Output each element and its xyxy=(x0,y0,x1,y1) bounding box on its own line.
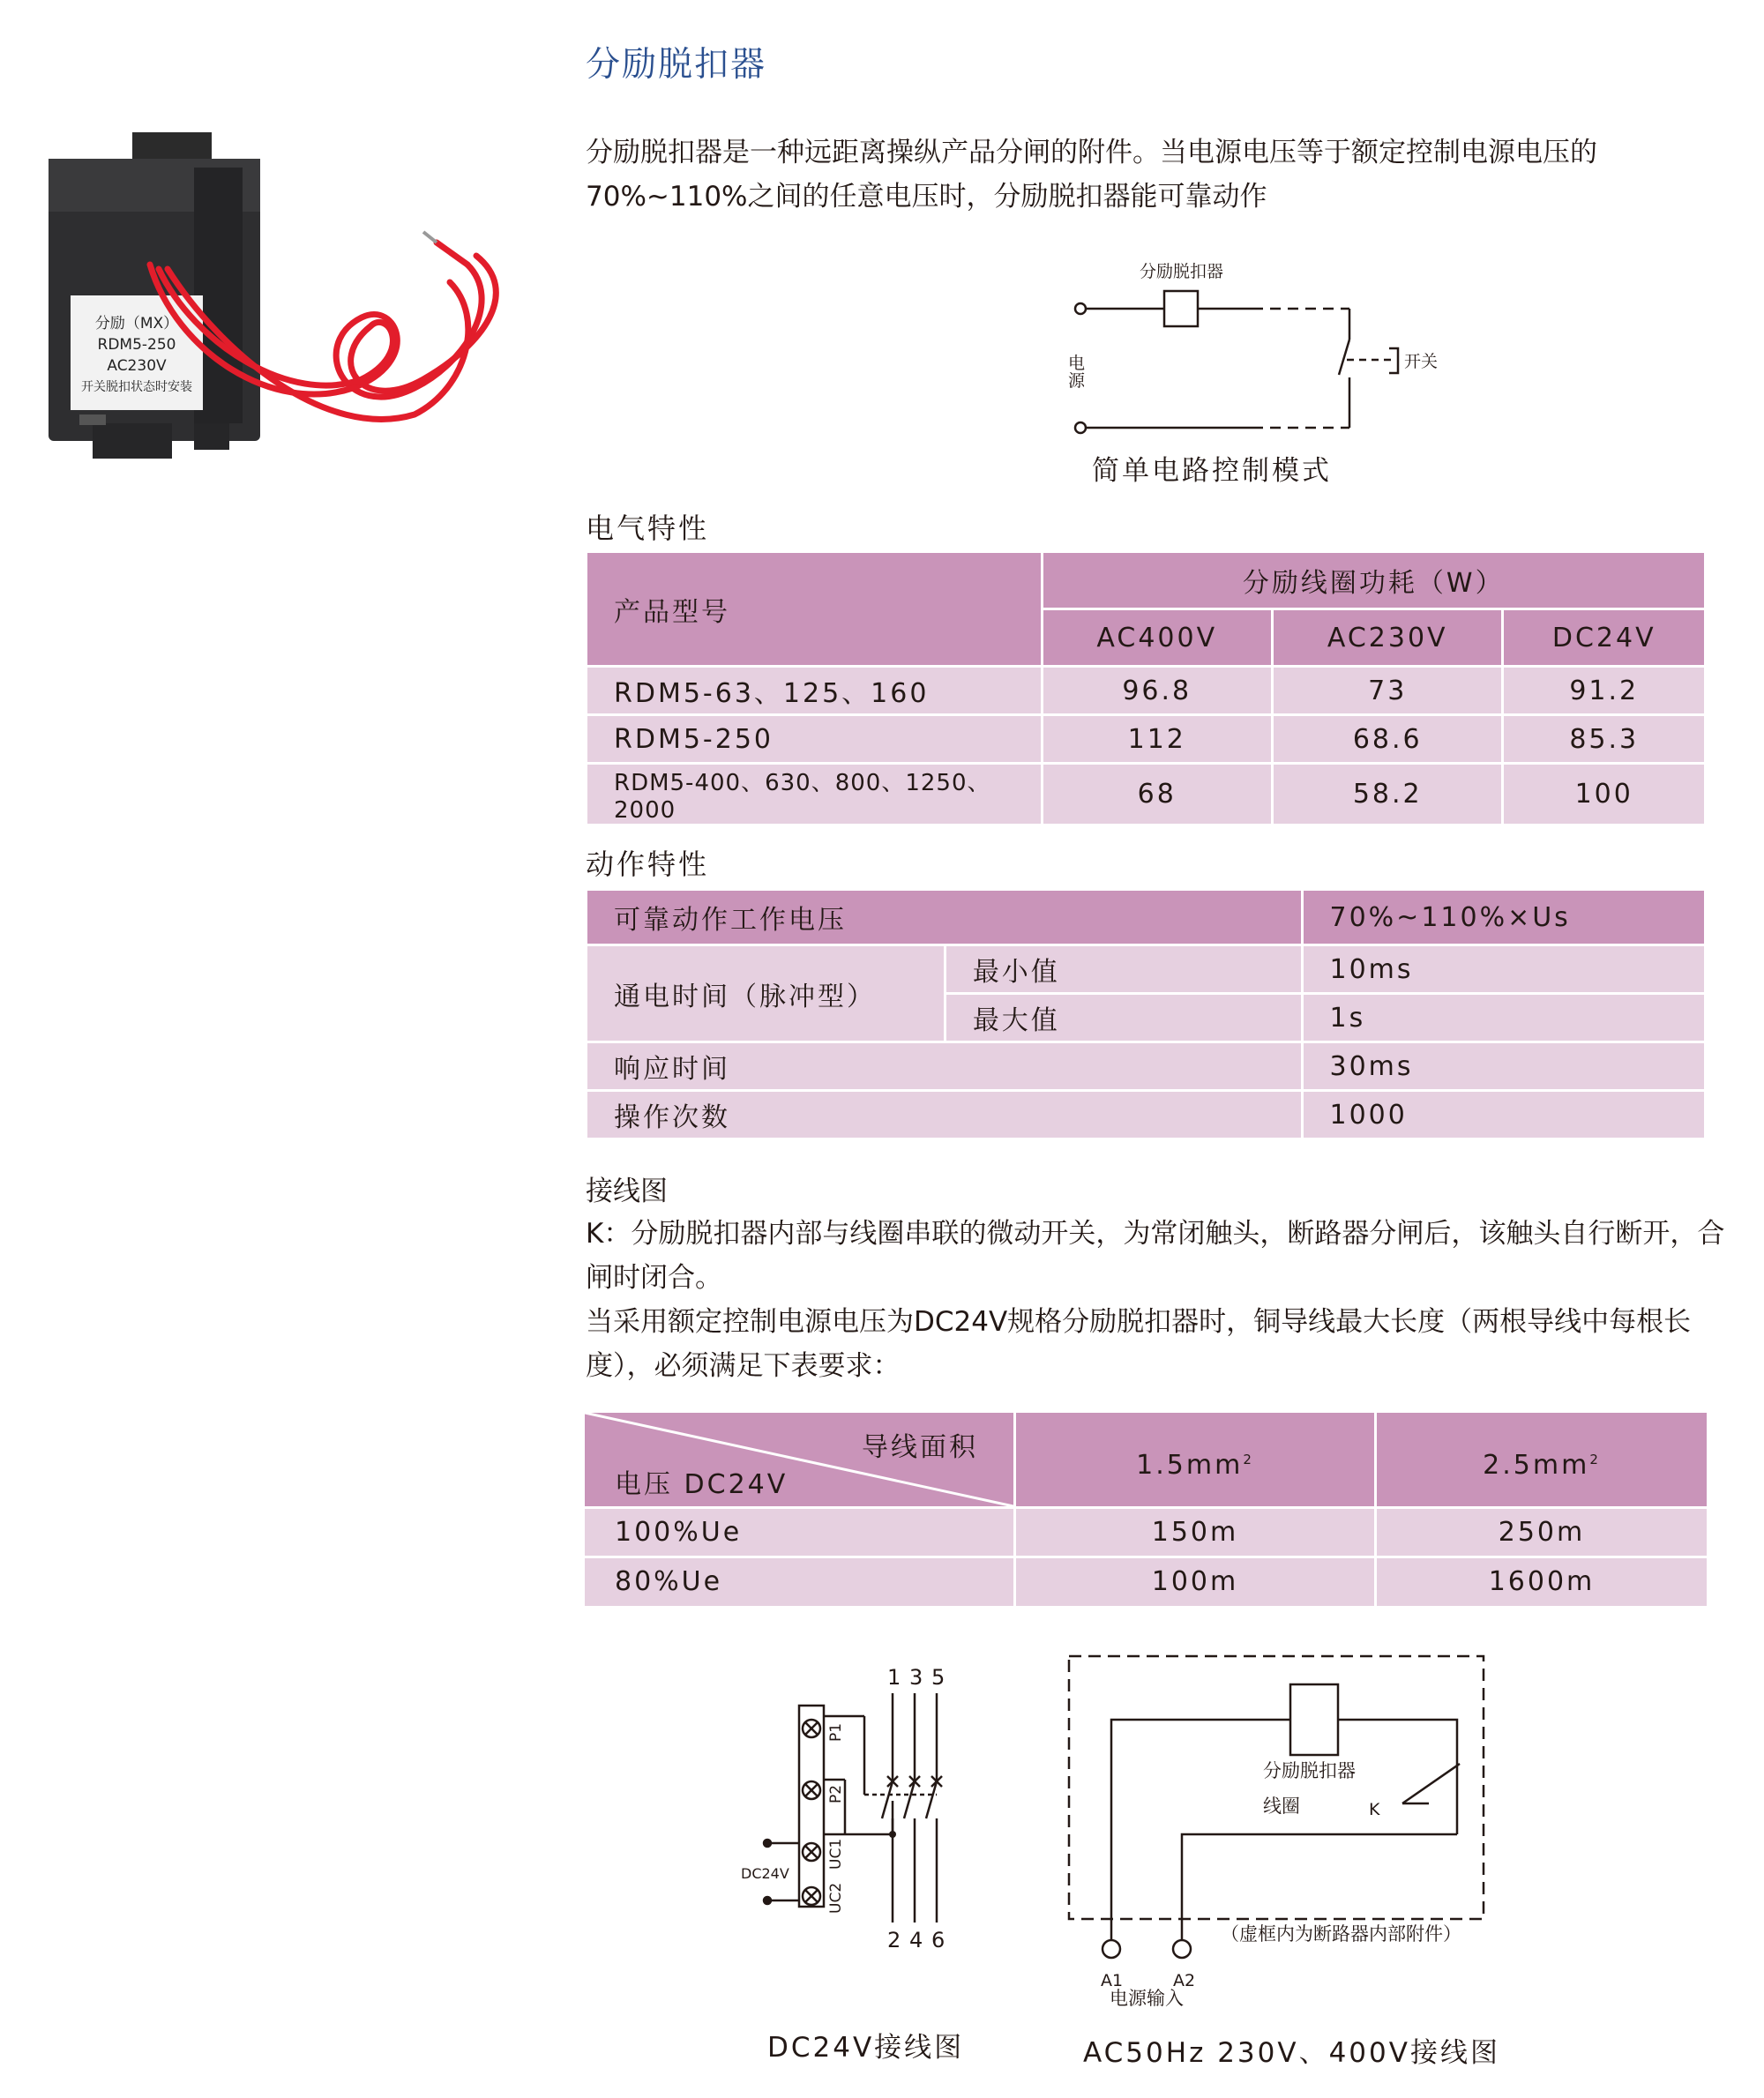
value-cell: 68 xyxy=(1042,764,1272,825)
model-header: 产品型号 xyxy=(587,552,1043,667)
wiring-note-k: K：分励脱扣器内部与线圈串联的微动开关，为常闭触头，断路器分闸后，该触头自行断开，合闸时闭合。 xyxy=(586,1218,1725,1294)
terminal-label: P2 xyxy=(827,1784,845,1803)
value-cell: 73 xyxy=(1272,667,1502,715)
dc-supply-label: DC24V xyxy=(741,1865,789,1882)
response-value: 30ms xyxy=(1302,1042,1706,1091)
value-cell: 112 xyxy=(1042,715,1272,764)
terminal-screws xyxy=(803,1720,820,1905)
bottom-number: 6 xyxy=(931,1928,946,1952)
bottom-number: 2 xyxy=(887,1928,901,1952)
table-row xyxy=(587,667,1706,715)
col-2-5-value: 2.5mm xyxy=(1483,1450,1590,1481)
col-ac230: AC230V xyxy=(1272,609,1502,667)
ac-coil-label2: 线圈 xyxy=(1263,1796,1300,1817)
wire-row-value: 1600m xyxy=(1377,1558,1707,1606)
wiring-note-dc: 当采用额定控制电源电压为DC24V规格分励脱扣器时，铜导线最大长度（两根导线中每根长度），必须满足下表要求： xyxy=(586,1306,1692,1382)
value-cell: 96.8 xyxy=(1042,667,1272,715)
model-cell: RDM5-400、630、800、1250、2000 xyxy=(587,764,1043,825)
bottom-number: 4 xyxy=(909,1928,923,1952)
value-cell: 85.3 xyxy=(1503,715,1706,764)
wire-row-label: 100%Ue xyxy=(585,1509,1013,1556)
reliable-label: 可靠动作工作电压 xyxy=(587,890,1303,945)
wiring-heading: 接线图 xyxy=(586,1176,668,1207)
reliable-value: 70%~110%×Us xyxy=(1302,890,1706,945)
action-table xyxy=(585,888,1707,1140)
ac-input-label: 电源输入 xyxy=(1110,1988,1184,2009)
col-1-5-header xyxy=(1016,1413,1374,1506)
top-number: 5 xyxy=(931,1665,946,1690)
value-cell: 91.2 xyxy=(1503,667,1706,715)
terminal-label: UC1 xyxy=(827,1838,845,1870)
electrical-table xyxy=(585,550,1707,826)
action-heading: 动作特性 xyxy=(586,847,710,881)
corner-bottom-label: 电压 DC24V xyxy=(615,1469,789,1500)
ac-k-label: K xyxy=(1369,1800,1380,1819)
value-cell: 68.6 xyxy=(1272,715,1502,764)
max-label: 最大值 xyxy=(945,994,1302,1042)
top-number: 3 xyxy=(909,1665,923,1690)
circuit-coil-label: 分励脱扣器 xyxy=(1140,262,1224,281)
page-title: 分励脱扣器 xyxy=(586,45,767,85)
circuit-power-label: 电源 xyxy=(1068,354,1086,391)
col-1-5-sup: 2 xyxy=(1243,1452,1254,1467)
circuit-switch-label: 开关 xyxy=(1404,352,1439,371)
energize-label: 通电时间（脉冲型） xyxy=(587,945,946,1042)
response-label: 响应时间 xyxy=(587,1042,1303,1091)
ac-wiring-diagram xyxy=(1058,1649,1517,2002)
electrical-heading: 电气特性 xyxy=(586,511,710,545)
power-header: 分励线圈功耗（W） xyxy=(1042,552,1705,609)
wire-row-label: 80%Ue xyxy=(585,1558,1013,1606)
wire-corner-cell xyxy=(585,1413,1013,1506)
value-cell: 100 xyxy=(1503,764,1706,825)
col-2-5-header xyxy=(1377,1413,1707,1506)
wire-row-value: 250m xyxy=(1377,1509,1707,1556)
max-value: 1s xyxy=(1302,994,1706,1042)
ac-frame-note: （虚框内为断路器内部附件） xyxy=(1221,1923,1461,1945)
product-label-line4: 开关脱扣状态时安装 xyxy=(81,380,192,394)
ac-diagram-caption: AC50Hz 230V、400V接线图 xyxy=(1083,2037,1500,2069)
wire-row-value: 100m xyxy=(1016,1558,1374,1606)
col-ac400: AC400V xyxy=(1042,609,1272,667)
model-cell: RDM5-63、125、160 xyxy=(587,667,1043,715)
model-cell: RDM5-250 xyxy=(587,715,1043,764)
simple-circuit-diagram xyxy=(1041,247,1499,441)
col-2-5-sup: 2 xyxy=(1589,1452,1601,1467)
wire-row-value: 150m xyxy=(1016,1509,1374,1556)
top-number: 1 xyxy=(887,1665,901,1690)
col-1-5-value: 1.5mm xyxy=(1136,1450,1244,1481)
circuit-caption: 简单电路控制模式 xyxy=(1092,455,1332,487)
corner-top-label: 导线面积 xyxy=(862,1432,978,1463)
min-label: 最小值 xyxy=(945,945,1302,994)
intro-paragraph: 分励脱扣器是一种远距离操纵产品分闸的附件。当电源电压等于额定控制电源电压的70%~110%之间的任意电压时，分励脱扣器能可靠动作 xyxy=(586,137,1597,213)
ac-a1-label: A1 xyxy=(1101,1971,1124,1990)
value-cell: 58.2 xyxy=(1272,764,1502,825)
ac-coil-label: 分励脱扣器 xyxy=(1263,1760,1356,1781)
terminal-label: P1 xyxy=(827,1722,845,1742)
terminal-label: UC2 xyxy=(827,1882,845,1914)
dc24v-wiring-diagram xyxy=(741,1658,988,1958)
table-row xyxy=(587,764,1706,825)
product-label-line3: AC230V xyxy=(107,357,167,375)
dc-diagram-caption: DC24V接线图 xyxy=(767,2032,965,2064)
ops-label: 操作次数 xyxy=(587,1091,1303,1139)
wire-table xyxy=(585,1413,1707,1609)
product-label-line2: RDM5-250 xyxy=(97,336,176,354)
table-row xyxy=(587,715,1706,764)
col-dc24: DC24V xyxy=(1503,609,1706,667)
min-value: 10ms xyxy=(1302,945,1706,994)
ac-a2-label: A2 xyxy=(1173,1971,1196,1990)
product-label-line1: 分励（MX） xyxy=(94,315,179,332)
product-label xyxy=(75,313,198,398)
ops-value: 1000 xyxy=(1302,1091,1706,1139)
